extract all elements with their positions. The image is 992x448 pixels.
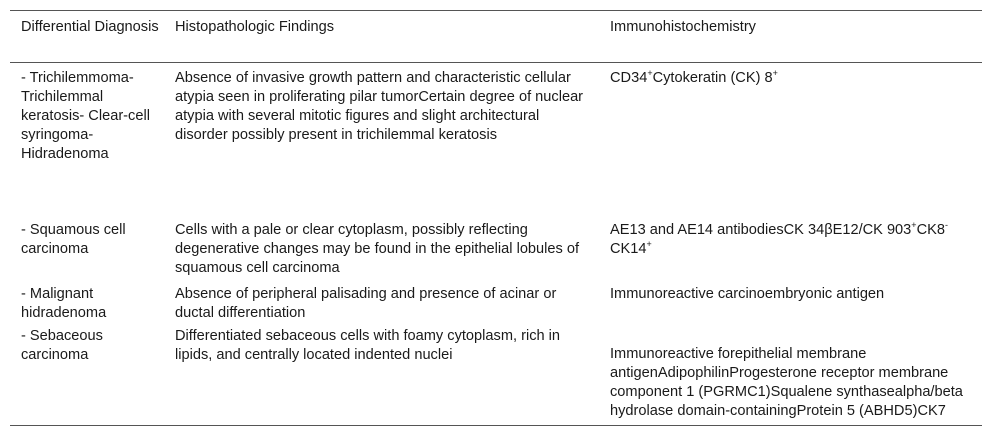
ihc-marker: AE13 and AE14 antibodiesCK 34βE12/CK 903 bbox=[610, 222, 912, 238]
header-row bbox=[10, 11, 982, 63]
diagnosis-cell: - Trichilemmoma- Trichilemmal keratosis- Clear-cell syringoma- Hidradenoma bbox=[21, 70, 150, 162]
ihc-cell: Immunoreactive forepithelial membrane antigenAdipophilinProgesterone receptor membrane component 1 (PGRMC1)Squalene synthasealpha/beta hydrolase domain-containingProtein 5 (ABHD5)CK7 bbox=[600, 327, 982, 426]
ihc-marker: CK8 bbox=[916, 222, 945, 238]
ihc-cell bbox=[600, 221, 982, 285]
ihc-marker-sign: + bbox=[647, 68, 653, 79]
differential-diagnosis-table bbox=[10, 10, 982, 426]
ihc-marker-sign: + bbox=[911, 220, 917, 231]
ihc-marker: Cytokeratin (CK) 8 bbox=[652, 70, 773, 86]
diagnosis-cell: - Malignant hidradenoma bbox=[21, 286, 107, 321]
ihc-marker: CD34 bbox=[610, 70, 648, 86]
ihc-marker-sign: - bbox=[944, 220, 948, 231]
table-header bbox=[10, 11, 982, 63]
differential-diagnosis-table-container bbox=[10, 10, 982, 426]
findings-cell: Absence of peripheral palisading and presence of acinar or ductal differentiation bbox=[175, 286, 557, 321]
table-row bbox=[10, 285, 982, 327]
findings-cell: Absence of invasive growth pattern and characteristic cellular atypia seen in proliferating pilar tumorCertain degree of nuclear atypia with several mitotic figures and slight architectural disorder possibly present in trichilemmal keratosis bbox=[175, 70, 584, 143]
ihc-cell bbox=[600, 63, 982, 222]
header-histopathologic-findings: Histopathologic Findings bbox=[165, 11, 600, 63]
ihc-cell: Immunoreactive carcinoembryonic antigen bbox=[610, 286, 885, 302]
header-immunohistochemistry: Immunohistochemistry bbox=[600, 11, 982, 63]
ihc-marker-sign: + bbox=[646, 239, 652, 250]
diagnosis-cell: - Sebaceous carcinoma bbox=[10, 327, 165, 426]
header-differential-diagnosis: Differential Diagnosis bbox=[10, 11, 165, 63]
table-row bbox=[10, 327, 982, 426]
findings-cell: Cells with a pale or clear cytoplasm, possibly reflecting degenerative changes may be found in the epithelial lobules of squamous cell carcinoma bbox=[175, 222, 580, 276]
findings-cell: Differentiated sebaceous cells with foamy cytoplasm, rich in lipids, and centrally located indented nuclei bbox=[165, 327, 600, 426]
table-body bbox=[10, 63, 982, 426]
table-row bbox=[10, 63, 982, 222]
diagnosis-cell: - Squamous cell carcinoma bbox=[21, 222, 126, 257]
table-row bbox=[10, 221, 982, 285]
ihc-marker: CK14 bbox=[610, 241, 647, 257]
ihc-marker-sign: + bbox=[772, 68, 778, 79]
